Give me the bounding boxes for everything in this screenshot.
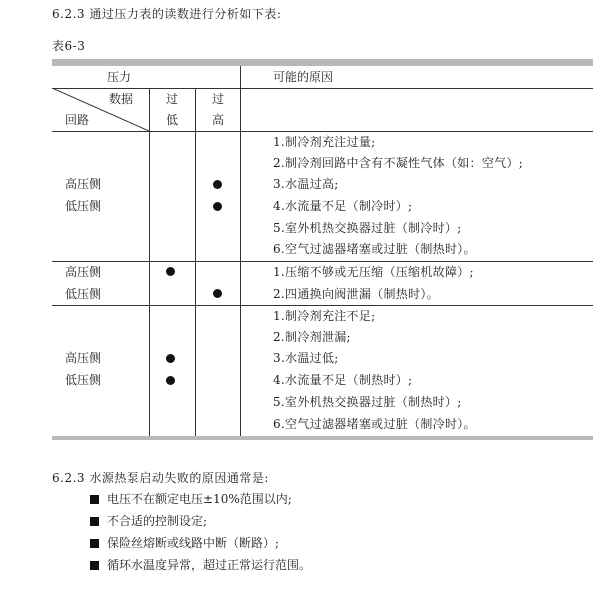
section-title: 6.2.3 通过压力表的读数进行分析如下表:	[52, 7, 282, 21]
g3-high-too-low-mark	[166, 354, 175, 363]
cause-text: 循环水温度异常，超过正常运行范围。	[107, 558, 312, 572]
g3-reason-1: 1.制冷剂充注不足;	[273, 309, 376, 323]
g3-reason-2: 2.制冷剂泄漏;	[273, 330, 351, 344]
g1-reason-2: 2.制冷剂回路中含有不凝性气体（如：空气）;	[273, 156, 524, 170]
g1-reason-1: 1.制冷剂充注过量;	[273, 135, 376, 149]
g2-circuit-high: 高压侧	[65, 265, 102, 279]
g1-low-too-high-mark	[213, 202, 222, 211]
causes-list	[90, 488, 311, 576]
g1-reason-3: 3.水温过高;	[273, 177, 339, 191]
g3-low-too-low-mark	[166, 376, 175, 385]
table-top-rule	[52, 59, 593, 66]
g1-reason-5: 5.室外机热交换器过脏（制冷时）;	[273, 221, 462, 235]
header-too-low-2: 低	[166, 113, 179, 127]
section2-title: 6.2.3 水源热泵启动失败的原因通常是:	[52, 471, 269, 485]
header-too-high-1: 过	[212, 92, 225, 106]
g2-low-too-high-mark	[213, 289, 222, 298]
g1-circuit-high: 高压侧	[65, 177, 102, 191]
g3-reason-3: 3.水温过低;	[273, 351, 339, 365]
cause-text: 不合适的控制设定;	[107, 514, 208, 528]
header-pressure: 压力	[107, 70, 132, 84]
col-line-low	[149, 88, 150, 436]
square-bullet-icon	[90, 495, 99, 504]
g1-circuit-low: 低压侧	[65, 199, 102, 213]
g3-circuit-low: 低压侧	[65, 373, 102, 387]
cause-text: 电压不在额定电压±10%范围以内;	[107, 492, 292, 506]
list-item	[90, 532, 311, 554]
header-too-low-1: 过	[166, 92, 179, 106]
g2-reason-2: 2.四通换向阀泄漏（制热时）。	[273, 287, 439, 301]
col-line-high	[195, 88, 196, 436]
g2-circuit-low: 低压侧	[65, 287, 102, 301]
cause-text: 保险丝熔断或线路中断（断路）;	[107, 536, 280, 550]
g1-reason-4: 4.水流量不足（制冷时）;	[273, 199, 413, 213]
g3-reason-5: 5.室外机热交换器过脏（制热时）;	[273, 395, 462, 409]
g3-reason-4: 4.水流量不足（制热时）;	[273, 373, 413, 387]
g3-circuit-high: 高压侧	[65, 351, 102, 365]
header-circuit: 回路	[65, 113, 90, 127]
table-bottom-rule	[52, 436, 593, 440]
header-data: 数据	[109, 92, 134, 106]
g3-reason-6: 6.空气过滤器堵塞或过脏（制冷时）。	[273, 417, 476, 431]
g1-reason-6: 6.空气过滤器堵塞或过脏（制热时）。	[273, 242, 476, 256]
square-bullet-icon	[90, 539, 99, 548]
g2-reason-1: 1.压缩不够或无压缩（压缩机故障）;	[273, 265, 474, 279]
list-item	[90, 488, 311, 510]
square-bullet-icon	[90, 561, 99, 570]
col-line-reasons	[240, 66, 241, 436]
header-reasons: 可能的原因	[273, 70, 334, 84]
list-item	[90, 554, 311, 576]
table-label: 表6-3	[52, 39, 86, 53]
g1-high-too-high-mark	[213, 180, 222, 189]
list-item	[90, 510, 311, 532]
square-bullet-icon	[90, 517, 99, 526]
g2-high-too-low-mark	[166, 267, 175, 276]
header-too-high-2: 高	[212, 113, 225, 127]
